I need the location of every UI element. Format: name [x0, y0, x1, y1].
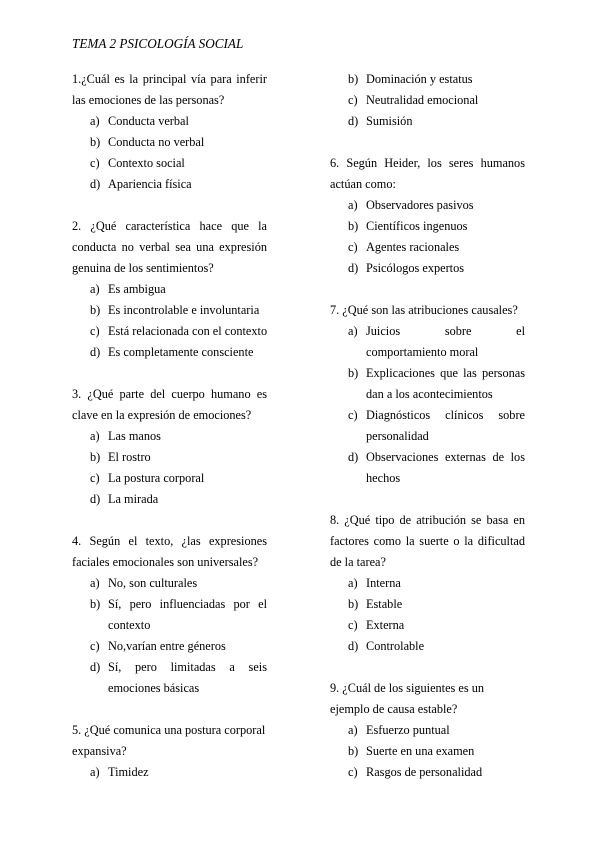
option-letter: d) [90, 345, 101, 359]
option-item [72, 279, 267, 300]
option-text: Apariencia física [108, 177, 192, 191]
option-letter: b) [348, 219, 359, 233]
option-letter: a) [348, 324, 358, 338]
option-text: La postura corporal [108, 471, 205, 485]
option-text: Estable [366, 597, 403, 611]
option-item [72, 447, 267, 468]
right-column [330, 69, 525, 804]
option-list [72, 573, 267, 699]
option-list [72, 111, 267, 195]
option-letter: d) [90, 177, 101, 191]
option-text: Dominación y estatus [366, 72, 473, 86]
option-text: No, son culturales [108, 576, 198, 590]
option-letter: b) [90, 597, 101, 611]
option-text: Externa [366, 618, 405, 632]
option-letter: a) [348, 576, 358, 590]
option-letter: a) [90, 765, 100, 779]
option-letter: c) [90, 156, 100, 170]
option-text: Diagnósticos clínicos sobre personalidad [366, 408, 525, 443]
option-letter: d) [90, 660, 101, 674]
option-item [330, 594, 525, 615]
option-list [72, 426, 267, 510]
option-item [72, 132, 267, 153]
option-item [330, 741, 525, 762]
option-letter: a) [90, 282, 100, 296]
option-list [72, 279, 267, 363]
option-text: Esfuerzo puntual [366, 723, 450, 737]
option-list [330, 720, 525, 783]
question-6 [330, 153, 525, 279]
option-list [330, 573, 525, 657]
option-text: El rostro [108, 450, 151, 464]
option-list [330, 69, 525, 132]
question-text: 7. ¿Qué son las atribuciones causales? [330, 303, 518, 317]
option-text: La mirada [108, 492, 159, 506]
question-text: 1.¿Cuál es la principal vía para inferir las emociones de las personas? [72, 72, 267, 107]
option-text: Científicos ingenuos [366, 219, 468, 233]
option-item [330, 363, 525, 405]
option-item [330, 195, 525, 216]
option-item [72, 342, 267, 363]
question-7 [330, 300, 525, 489]
option-text: Las manos [108, 429, 161, 443]
question-text: 9. ¿Cuál de los siguientes es un ejemplo de causa estable? [330, 681, 485, 716]
option-letter: d) [348, 639, 359, 653]
page-title: TEMA 2 PSICOLOGÍA SOCIAL [72, 36, 244, 51]
option-letter: b) [90, 135, 101, 149]
option-letter: b) [90, 450, 101, 464]
question-text: 4. Según el texto, ¿las expresiones faciales emocionales son universales? [72, 534, 267, 569]
question-1 [72, 69, 267, 195]
question-text: 6. Según Heider, los seres humanos actúan como: [330, 156, 525, 191]
option-letter: c) [90, 324, 100, 338]
option-text: Controlable [366, 639, 425, 653]
option-item [330, 258, 525, 279]
option-letter: c) [348, 93, 358, 107]
option-item [72, 111, 267, 132]
option-text: Psicólogos expertos [366, 261, 465, 275]
option-letter: c) [348, 408, 358, 422]
option-text: Juicios sobre el comportamiento moral [366, 324, 525, 359]
option-text: Sí, pero influenciadas por el contexto [108, 597, 267, 632]
option-item [330, 237, 525, 258]
option-text: Sumisión [366, 114, 413, 128]
option-letter: a) [90, 576, 100, 590]
option-text: Agentes racionales [366, 240, 460, 254]
option-item [72, 762, 267, 783]
option-item [330, 762, 525, 783]
option-text: Conducta no verbal [108, 135, 205, 149]
question-text: 8. ¿Qué tipo de atribución se basa en factores como la suerte o la dificultad de la tarea? [330, 513, 525, 569]
question-9 [330, 678, 525, 783]
option-letter: c) [90, 471, 100, 485]
question-4 [72, 531, 267, 699]
option-letter: b) [90, 303, 101, 317]
option-text: Es incontrolable e involuntaria [108, 303, 260, 317]
option-letter: d) [90, 492, 101, 506]
question-text: 2. ¿Qué característica hace que la conducta no verbal sea una expresión genuina de los sentimientos? [72, 219, 267, 275]
option-letter: b) [348, 744, 359, 758]
option-item [330, 90, 525, 111]
option-letter: a) [90, 429, 100, 443]
option-item [330, 321, 525, 363]
question-2 [72, 216, 267, 363]
option-item [330, 720, 525, 741]
option-list [330, 321, 525, 489]
option-item [72, 573, 267, 594]
option-letter: c) [348, 240, 358, 254]
option-item [72, 594, 267, 636]
question-text: 5. ¿Qué comunica una postura corporal expansiva? [72, 723, 266, 758]
option-text: Es completamente consciente [108, 345, 254, 359]
option-letter: c) [348, 618, 358, 632]
option-letter: c) [348, 765, 358, 779]
option-letter: a) [90, 114, 100, 128]
option-letter: b) [348, 72, 359, 86]
option-item [72, 153, 267, 174]
option-item [330, 216, 525, 237]
option-item [330, 111, 525, 132]
option-text: Está relacionada con el contexto [108, 324, 268, 338]
option-letter: d) [348, 261, 359, 275]
option-list [330, 195, 525, 279]
option-text: Interna [366, 576, 401, 590]
option-letter: d) [348, 450, 359, 464]
option-text: Timidez [108, 765, 149, 779]
option-letter: c) [90, 639, 100, 653]
option-item [330, 447, 525, 489]
option-letter: a) [348, 198, 358, 212]
option-text: No,varían entre géneros [108, 639, 226, 653]
option-text: Conducta verbal [108, 114, 189, 128]
option-item [72, 636, 267, 657]
option-letter: d) [348, 114, 359, 128]
option-item [330, 573, 525, 594]
option-letter: b) [348, 597, 359, 611]
option-item [72, 426, 267, 447]
option-text: Explicaciones que las personas dan a los acontecimientos [366, 366, 525, 401]
option-text: Es ambigua [108, 282, 166, 296]
option-item [330, 69, 525, 90]
question-5-continued [330, 69, 525, 132]
left-column [72, 69, 267, 804]
option-letter: b) [348, 366, 359, 380]
option-item [72, 321, 267, 342]
option-text: Contexto social [108, 156, 185, 170]
option-letter: a) [348, 723, 358, 737]
question-8 [330, 510, 525, 657]
option-text: Rasgos de personalidad [366, 765, 483, 779]
option-item [72, 468, 267, 489]
option-item [330, 405, 525, 447]
question-3 [72, 384, 267, 510]
option-text: Neutralidad emocional [366, 93, 479, 107]
question-5 [72, 720, 267, 783]
option-item [330, 636, 525, 657]
option-item [72, 174, 267, 195]
option-item [72, 489, 267, 510]
option-item [72, 657, 267, 699]
question-text: 3. ¿Qué parte del cuerpo humano es clave en la expresión de emociones? [72, 387, 267, 422]
option-item [72, 300, 267, 321]
option-text: Observadores pasivos [366, 198, 474, 212]
option-text: Observaciones externas de los hechos [366, 450, 525, 485]
option-text: Sí, pero limitadas a seis emociones básicas [108, 660, 267, 695]
option-item [330, 615, 525, 636]
option-list [72, 762, 267, 783]
option-text: Suerte en una examen [366, 744, 475, 758]
